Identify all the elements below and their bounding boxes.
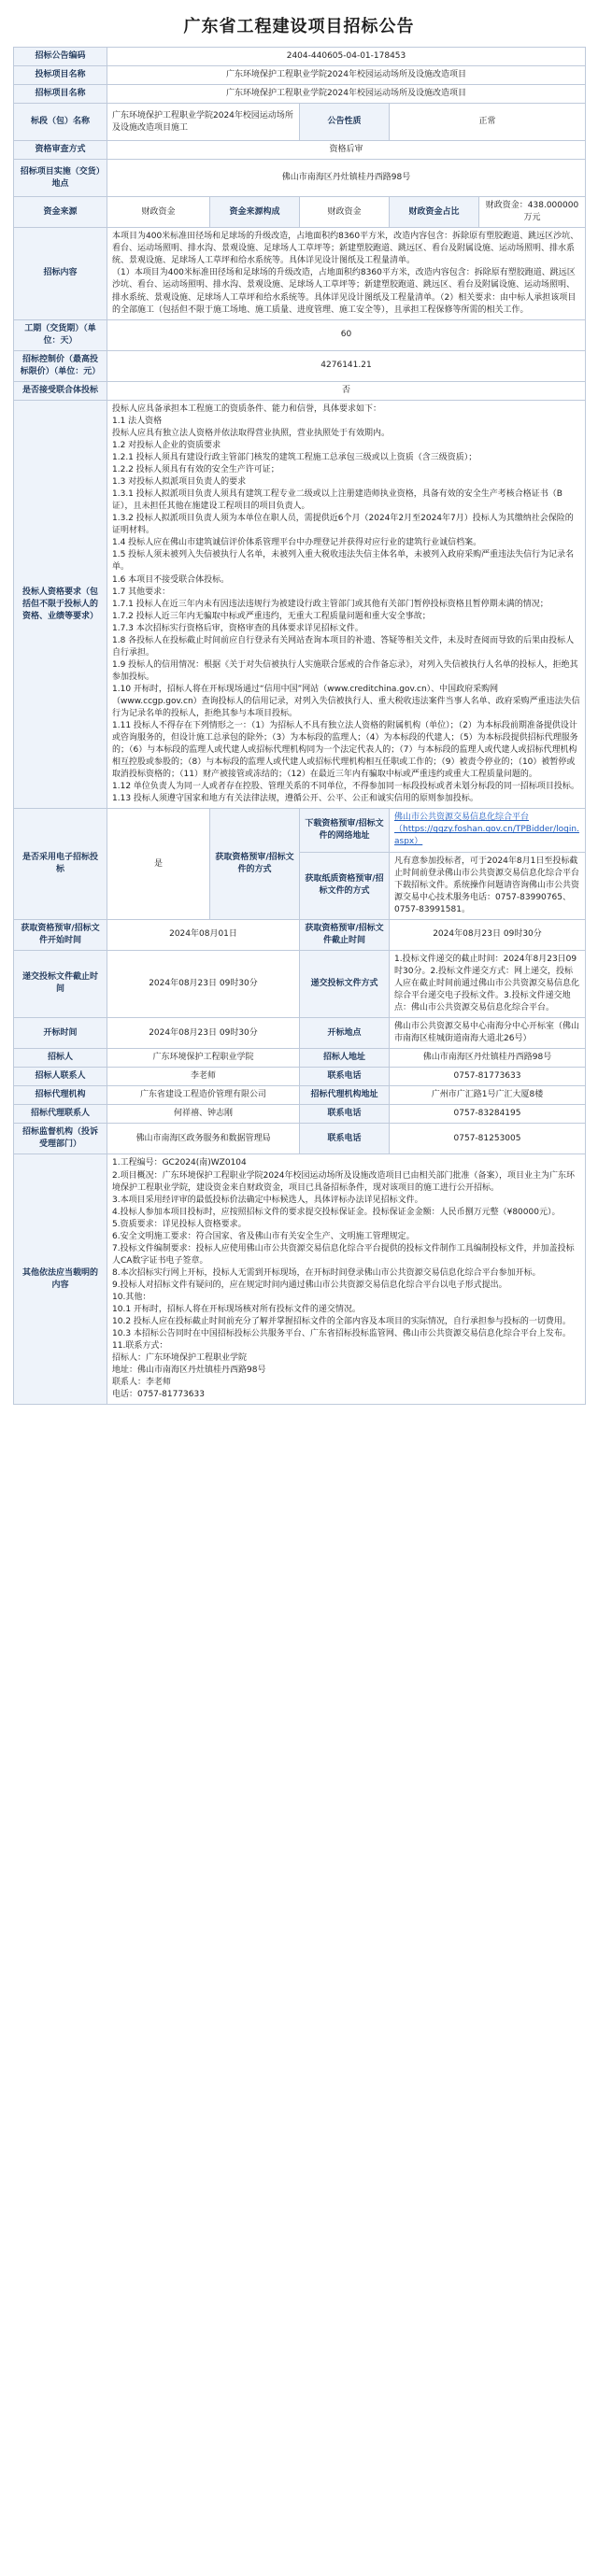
electronic-label: 是否采用电子招标投标 <box>14 809 107 919</box>
requirement-line: 1.13 投标人须遵守国家和地方有关法律法规，遵循公开、公平、公正和诚实信用的原则参加投标。 <box>112 794 478 804</box>
tender-code-label: 招标公告编码 <box>14 48 107 66</box>
requirement-line: 1.6 本项目不接受联合体投标。 <box>112 574 230 585</box>
fund-source-label: 资金来源 <box>14 197 107 228</box>
other-line: 3.本项目采用经评审的最低投标价法确定中标候选人，具体评标办法详见招标文件。 <box>112 1195 423 1205</box>
row-agent-contact <box>14 1105 586 1124</box>
docs-end-value: 2024年08月23日 09时30分 <box>390 919 586 950</box>
other-label: 其他依法应当载明的内容 <box>14 1154 107 1405</box>
location-label: 招标项目实施（交货）地点 <box>14 160 107 197</box>
requirement-line: 1.7 其他要求： <box>112 587 171 597</box>
requirement-line: 1.1 法人资格 <box>112 416 163 426</box>
other-line: 9.投标人对招标文件有疑问的，应在规定时间内通过佛山市公共资源交易信息化综合平台以电子形式提出。 <box>112 1280 507 1290</box>
tenderer-address-value: 佛山市南海区丹灶镇桂丹西路98号 <box>390 1049 586 1068</box>
qualification-value: 资格后审 <box>107 141 586 160</box>
row-fund <box>14 197 586 228</box>
notice-nature-value: 正常 <box>390 104 586 141</box>
docs-url-value <box>390 809 586 852</box>
duration-value: 60 <box>107 319 586 350</box>
other-line: 5.资质要求：详见投标人资格要求。 <box>112 1219 247 1229</box>
submit-method-label: 递交投标文件方式 <box>300 950 390 1017</box>
requirement-line: 1.7.3 本次招标实行资格后审，资格审查的具体要求详见招标文件。 <box>112 623 363 633</box>
open-time-label: 开标时间 <box>14 1018 107 1049</box>
qualification-label: 资格审查方式 <box>14 141 107 160</box>
phone-value: 0757-81773633 <box>390 1068 586 1086</box>
page-title: 广东省工程建设项目招标公告 <box>183 17 415 36</box>
row-location <box>14 160 586 197</box>
agent-phone-value: 0757-83284195 <box>390 1105 586 1124</box>
scope-label: 招标内容 <box>14 228 107 319</box>
other-value <box>107 1154 586 1405</box>
other-line: 10.1 开标时，招标人将在开标现场核对所有投标文件的递交情况。 <box>112 1305 361 1315</box>
open-place-label: 开标地点 <box>300 1018 390 1049</box>
requirements-label: 投标人资格要求（包括但不限于投标人的资格、业绩等要求） <box>14 400 107 809</box>
agent-contact-value: 何祥禧、钟志刚 <box>107 1105 300 1124</box>
other-line: 10.其他： <box>112 1292 151 1302</box>
row-requirements <box>14 400 586 809</box>
requirement-line: 投标人应具有独立法人资格并依法取得营业执照，营业执照处于有效期内。 <box>112 428 391 438</box>
supervisor-phone-value: 0757-81253005 <box>390 1124 586 1154</box>
supervisor-label: 招标监督机构（投诉受理部门） <box>14 1124 107 1154</box>
project-name-label: 投标项目名称 <box>14 66 107 85</box>
docs-url-label: 下载资格预审/招标文件的网络地址 <box>300 809 390 852</box>
electronic-value: 是 <box>107 809 210 919</box>
other-line: 11.联系方式： <box>112 1341 168 1352</box>
requirement-line: 1.2.1 投标人须具有建设行政主管部门核发的建筑工程施工总承包三级或以上资质（含三级资质）； <box>112 453 477 463</box>
joint-label: 是否接受联合体投标 <box>14 381 107 400</box>
other-line: 招标人：广东环境保护工程职业学院 <box>112 1353 248 1364</box>
fund-source-value: 财政资金 <box>107 197 210 228</box>
row-submit <box>14 950 586 1017</box>
agent-contact-label: 招标代理联系人 <box>14 1105 107 1124</box>
requirement-line: 1.2.2 投标人须具有有效的安全生产许可证； <box>112 465 279 475</box>
tenderer-label: 招标人 <box>14 1049 107 1068</box>
section-name-label: 标段（包）名称 <box>14 104 107 141</box>
other-line: 10.3 本招标公告同时在中国招标投标公共服务平台、广东省招标投标监管网、佛山市公共资源交易信息化综合平台上发布。 <box>112 1329 571 1339</box>
agent-address-value: 广州市广汇路1号广汇大厦8楼 <box>390 1086 586 1105</box>
notice-nature-label: 公告性质 <box>300 104 390 141</box>
row-other <box>14 1154 586 1405</box>
project-name-value: 广东环境保护工程职业学院2024年校园运动场所及设施改造项目 <box>107 66 586 85</box>
row-tender-project-name <box>14 85 586 104</box>
control-price-value: 4276141.21 <box>107 350 586 381</box>
docs-start-label: 获取资格预审/招标文件开始时间 <box>14 919 107 950</box>
row-project-name <box>14 66 586 85</box>
supervisor-value: 佛山市南海区政务服务和数据管理局 <box>107 1124 300 1154</box>
section-name-value: 广东环境保护工程职业学院2024年校园运动场所及设施改造项目施工 <box>107 104 300 141</box>
control-price-label: 招标控制价（最高投标限价）（单位：元） <box>14 350 107 381</box>
supervisor-phone-label: 联系电话 <box>300 1124 390 1154</box>
row-section <box>14 104 586 141</box>
row-control-price <box>14 350 586 381</box>
tender-project-name-value: 广东环境保护工程职业学院2024年校园运动场所及设施改造项目 <box>107 85 586 104</box>
requirement-line: 1.8 各投标人在投标截止时间前应自行登录有关网站查询本项目的补遗、答疑等相关文件，未及时查阅而导致的后果由投标人自行承担。 <box>112 635 575 658</box>
other-line: 联系人：李老师 <box>112 1378 172 1388</box>
notice-table <box>13 47 586 1405</box>
submit-deadline-label: 递交投标文件截止时间 <box>14 950 107 1017</box>
row-qualification <box>14 141 586 160</box>
requirements-value <box>107 400 586 809</box>
other-line: 6.安全文明施工要求：符合国家、省及佛山市有关安全生产、文明施工管理规定。 <box>112 1231 415 1241</box>
row-tender-code <box>14 48 586 66</box>
other-line: 8.本次招标实行网上开标，投标人无需到开标现场，在开标时间登录佛山市公共资源交易信息化综合平台参加开标。 <box>112 1267 541 1278</box>
fund-nature-value: 财政资金 <box>300 197 390 228</box>
other-line: 电话：0757-81773633 <box>112 1390 205 1400</box>
tenderer-address-label: 招标人地址 <box>300 1049 390 1068</box>
row-agent <box>14 1086 586 1105</box>
other-line: 地址：佛山市南海区丹灶镇桂丹西路98号 <box>112 1366 266 1376</box>
other-line: 1.工程编号：GC2024(南)WZ0104 <box>112 1158 247 1168</box>
requirement-line: 1.3 对投标人拟派项目负责人的要求 <box>112 477 247 488</box>
row-scope <box>14 228 586 319</box>
row-tenderer <box>14 1049 586 1068</box>
requirement-line: 1.2 对投标人企业的资质要求 <box>112 440 221 450</box>
agent-phone-label: 联系电话 <box>300 1105 390 1124</box>
agent-address-label: 招标代理机构地址 <box>300 1086 390 1105</box>
open-place-value: 佛山市公共资源交易中心南海分中心开标室（佛山市南海区桂城街道南海大道北26号） <box>390 1018 586 1049</box>
requirement-line: 1.7.2 投标人近三年内无骗取中标或严重违约，无重大工程质量问题和重大安全事故； <box>112 611 431 621</box>
open-time-value: 2024年08月23日 09时30分 <box>107 1018 300 1049</box>
budget-value: 财政资金：438.000000万元 <box>479 197 586 228</box>
scope-value <box>107 228 586 319</box>
docs-end-label: 获取资格预审/招标文件截止时间 <box>300 919 390 950</box>
contact-value: 李老师 <box>107 1068 300 1086</box>
requirement-line: 投标人应具备承担本工程施工的资质条件、能力和信誉，具体要求如下： <box>112 403 382 414</box>
other-line: 10.2 投标人应在投标截止时间前充分了解并掌握招标文件的全部内容及本项目的实际情况，自行承担参与投标的一切费用。 <box>112 1317 571 1327</box>
requirement-line: 1.7.1 投标人在近三年内未有因违法违规行为被建设行政主管部门或其他有关部门暂停投标资格且暂停期未满的情况； <box>112 599 548 609</box>
agent-value: 广东省建设工程造价管理有限公司 <box>107 1086 300 1105</box>
requirement-line: 1.11 投标人不得存在下列情形之一：（1）为招标人不具有独立法人资格的附属机构（单位）；（2）为本标段前期准备提供设计或咨询服务的，但设计施工总承包的除外；（3）为本标段的监理人；（4）为本标段的代建人；（5）为本标段提供招标代理服务的；（6）与本标段的监理人或代建人或招标代理机构同为一个法定代表人的；（7）与本标段的监理人或代建人或招标代理机构相互控股或参股的；（8）与本标段的监理人或代建人或招标代理机构相互任职或工作的；（9）被责令停业的；（10）被暂停或取消投标资格的；（11）财产被接管或冻结的；（12）在最近三年内有骗取中标或严重违约或重大工程质量问题的。 <box>112 721 578 780</box>
submit-deadline-value: 2024年08月23日 09时30分 <box>107 950 300 1017</box>
row-contact <box>14 1068 586 1086</box>
docs-method-label: 获取资格预审/招标文件的方式 <box>210 809 300 919</box>
requirement-line: 1.3.1 投标人拟派项目负责人须具有建筑工程专业二级或以上注册建造师执业资格，具备有效的安全生产考核合格证书（B证），且未担任其他在施建设工程项目的项目负责人。 <box>112 489 562 512</box>
requirement-line: 1.10 开标时，招标人将在开标现场通过“信用中国”网站（www.creditchina.gov.cn）、中国政府采购网（www.ccgp.gov.cn）查询投标人的信用记录，对列入失信被执行人、重大税收违法案件当事人名单、政府采购严重违法失信行为记录名单的投标人，拒绝其参与本项目投标。 <box>112 684 580 719</box>
requirement-line: 1.9 投标人的信用情况：根据《关于对失信被执行人实施联合惩戒的合作备忘录》，对列入失信被执行人名单的投标人，拒绝其参加投标。 <box>112 659 578 682</box>
fund-nature-label: 资金来源构成 <box>210 197 300 228</box>
submit-method-value: 1.投标文件递交的截止时间：2024年8月23日09时30分。2.投标文件递交方式：网上递交，投标人应在截止时间前通过佛山市公共资源交易信息化综合平台递交电子投标文件。3.投标文件递交地点：佛山市公共资源交易信息化综合平台。 <box>390 950 586 1017</box>
other-line: 2.项目概况：广东环境保护工程职业学院2024年校园运动场所及设施改造项目已由相关部门批准（备案），项目业主为广东环境保护工程职业学院，建设资金来自财政资金，项目已具备招标条件，现对该项目的施工进行公开招标。 <box>112 1170 575 1193</box>
duration-label: 工期（交货期）（单位：天） <box>14 319 107 350</box>
docs-url-link[interactable]: 佛山市公共资源交易信息化综合平台（https://ggzy.foshan.gov.cn/TPBidder/login.aspx） <box>394 813 579 847</box>
joint-value: 否 <box>107 381 586 400</box>
scope-paragraph-2: （1）本项目为400米标准田径场和足球场的升级改造，占地面积约8360平方米，改造内容包含：拆除原有塑胶跑道、跳远区沙坑、看台、运动场照明、排水沟、景观设施、足球场人工草坪等；新建塑胶跑道、跳远区、看台及附属设施、运动场照明、排水系统、景观设施、足球场人工草坪和给水系统等。具体详见设计图纸及工程量清单。（2）相关要求：由中标人承担该项目的全部施工（包括但不限于施工场地、施工质量、进度管理、施工安全等），且承担工程保修等所需的相关工作。 <box>112 268 577 315</box>
row-duration <box>14 319 586 350</box>
row-joint <box>14 381 586 400</box>
budget-label: 财政资金占比 <box>390 197 479 228</box>
requirement-line: 1.3.2 投标人拟派项目负责人须为本单位在职人员，需提供近6个月（2024年2月至2024年7月）投标人为其缴纳社会保险的证明材料。 <box>112 514 574 536</box>
other-line: 7.投标文件编制要求：投标人应使用佛山市公共资源交易信息化综合平台提供的投标文件制作工具编制投标文件，并加盖投标人CA数字证书电子签章。 <box>112 1243 575 1266</box>
page <box>13 0 585 1405</box>
agent-label: 招标代理机构 <box>14 1086 107 1105</box>
other-line: 4.投标人参加本项目投标时，应按照招标文件的要求提交投标保证金。投标保证金金额：人民币捌万元整（¥80000元）。 <box>112 1207 561 1217</box>
tenderer-value: 广东环境保护工程职业学院 <box>107 1049 300 1068</box>
tender-code-value: 2404-440605-04-01-178453 <box>107 48 586 66</box>
row-supervisor <box>14 1124 586 1154</box>
docs-paper-label: 获取纸质资格预审/招标文件的方式 <box>300 852 390 919</box>
row-docs-time <box>14 919 586 950</box>
requirement-line: 1.12 单位负责人为同一人或者存在控股、管理关系的不同单位，不得参加同一标段投标或者未划分标段的同一招标项目投标。 <box>112 782 579 792</box>
phone-label: 联系电话 <box>300 1068 390 1086</box>
scope-paragraph-1: 本项目为400米标准田径场和足球场的升级改造，占地面积约8360平方米，改造内容包含：拆除原有塑胶跑道、跳远区沙坑、看台、运动场照明、排水沟、景观设施、足球场人工草坪等；新建塑胶跑道、跳远区、看台及附属设施、运动场照明、排水系统、景观设施、足球场人工草坪和给水系统等。具体详见设计图纸及工程量清单。 <box>112 232 579 266</box>
docs-paper-value: 凡有意参加投标者，可于2024年8月1日至投标截止时间前登录佛山市公共资源交易信息化综合平台下载招标文件。系统操作问题请咨询佛山市公共资源交易中心技术服务电话：0757-83990765、0757-83991581。 <box>390 852 586 919</box>
location-value: 佛山市南海区丹灶镇桂丹西路98号 <box>107 160 586 197</box>
tender-project-name-label: 招标项目名称 <box>14 85 107 104</box>
row-open <box>14 1018 586 1049</box>
docs-start-value: 2024年08月01日 <box>107 919 300 950</box>
requirement-line: 1.5 投标人须未被列入失信被执行人名单，未被列入重大税收违法失信主体名单，未被列入政府采购严重违法失信行为记录名单。 <box>112 550 575 573</box>
row-electronic <box>14 809 586 852</box>
contact-label: 招标人联系人 <box>14 1068 107 1086</box>
requirement-line: 1.4 投标人应在佛山市建筑诚信评价体系管理平台中办理登记并获得对应行业的建筑行业诚信档案。 <box>112 538 482 548</box>
